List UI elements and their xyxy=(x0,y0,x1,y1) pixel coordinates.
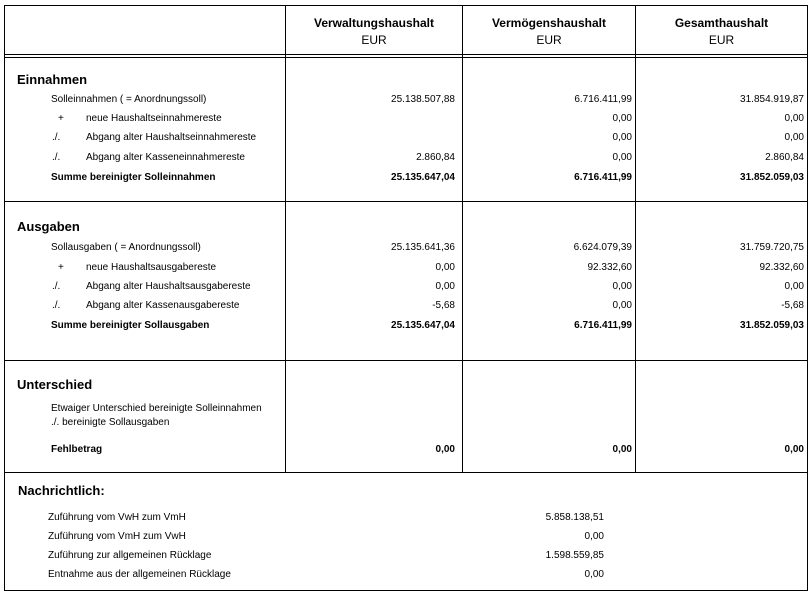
header-divider xyxy=(4,54,808,55)
row-label: Abgang alter Haushaltsausgabereste xyxy=(86,281,251,292)
memo-label: Zuführung vom VwH zum VmH xyxy=(48,512,186,523)
value-vermoegenshaushalt: 0,00 xyxy=(612,152,632,163)
section-title-einnahmen: Einnahmen xyxy=(17,72,88,87)
value-gesamthaushalt: -5,68 xyxy=(781,300,804,311)
row-prefix: ./. xyxy=(52,152,61,163)
value-vermoegenshaushalt: 6.716.411,99 xyxy=(574,94,632,105)
budget-statement-table xyxy=(4,5,808,591)
column-unit-vermoegenshaushalt: EUR xyxy=(536,33,562,47)
row-prefix: ./. xyxy=(52,132,61,143)
section-divider-unterschied xyxy=(4,472,808,473)
value-gesamthaushalt: 31.759.720,75 xyxy=(740,242,804,253)
row-label: Sollausgaben ( = Anordnungssoll) xyxy=(51,242,201,253)
section-title-nachrichtlich: Nachrichtlich: xyxy=(18,483,105,498)
memo-value: 0,00 xyxy=(584,531,604,542)
value-verwaltungshaushalt: 25.135.641,36 xyxy=(391,242,455,253)
section-title-unterschied: Unterschied xyxy=(17,377,93,392)
value-verwaltungshaushalt: 2.860,84 xyxy=(416,152,455,163)
value-verwaltungshaushalt: 0,00 xyxy=(435,281,455,292)
column-header-verwaltungshaushalt: Verwaltungshaushalt xyxy=(313,16,435,30)
sum-gesamthaushalt: 31.852.059,03 xyxy=(740,320,804,331)
value-gesamthaushalt: 31.854.919,87 xyxy=(740,94,804,105)
row-label: neue Haushaltseinnahmereste xyxy=(86,113,222,124)
column-divider-2 xyxy=(462,5,463,472)
sum-label: Summe bereinigter Sollausgaben xyxy=(51,320,210,331)
sum-label: Summe bereinigter Solleinnahmen xyxy=(51,172,216,183)
column-unit-gesamthaushalt: EUR xyxy=(708,33,735,47)
value-gesamthaushalt: 92.332,60 xyxy=(759,262,804,273)
value-vermoegenshaushalt: 0,00 xyxy=(612,281,632,292)
column-divider-1 xyxy=(285,5,286,472)
fehlbetrag-gesamthaushalt: 0,00 xyxy=(784,444,804,455)
fehlbetrag-vermoegenshaushalt: 0,00 xyxy=(612,444,632,455)
row-label: Abgang alter Kasseneinnahmereste xyxy=(86,152,245,163)
sum-vermoegenshaushalt: 6.716.411,99 xyxy=(574,320,632,331)
value-vermoegenshaushalt: 0,00 xyxy=(612,113,632,124)
value-verwaltungshaushalt: 0,00 xyxy=(435,262,455,273)
memo-value: 1.598.559,85 xyxy=(545,550,604,561)
difference-description-line2: ./. bereinigte Sollausgaben xyxy=(51,417,170,428)
frame-top xyxy=(4,5,808,6)
frame-left xyxy=(4,5,5,591)
difference-description-line1: Etwaiger Unterschied bereinigte Solleinnahmen xyxy=(51,403,262,414)
sum-vermoegenshaushalt: 6.716.411,99 xyxy=(574,172,632,183)
row-prefix: ./. xyxy=(52,281,61,292)
row-label: Solleinnahmen ( = Anordnungssoll) xyxy=(51,94,207,105)
memo-label: Zuführung vom VmH zum VwH xyxy=(48,531,186,542)
memo-label: Entnahme aus der allgemeinen Rücklage xyxy=(48,569,231,580)
value-gesamthaushalt: 0,00 xyxy=(784,113,804,124)
sum-verwaltungshaushalt: 25.135.647,04 xyxy=(391,172,455,183)
memo-value: 5.858.138,51 xyxy=(545,512,604,523)
row-label: neue Haushaltsausgabereste xyxy=(86,262,217,273)
section-title-ausgaben: Ausgaben xyxy=(17,219,80,234)
fehlbetrag-verwaltungshaushalt: 0,00 xyxy=(435,444,455,455)
value-vermoegenshaushalt: 92.332,60 xyxy=(587,262,632,273)
row-prefix: + xyxy=(58,262,64,273)
value-vermoegenshaushalt: 0,00 xyxy=(612,300,632,311)
value-gesamthaushalt: 0,00 xyxy=(784,281,804,292)
section-divider-ausgaben xyxy=(4,360,808,361)
row-label: Abgang alter Kassenausgabereste xyxy=(86,300,240,311)
row-label: Abgang alter Haushaltseinnahmereste xyxy=(86,132,257,143)
value-vermoegenshaushalt: 6.624.079,39 xyxy=(573,242,632,253)
fehlbetrag-label: Fehlbetrag xyxy=(51,444,103,455)
memo-value: 0,00 xyxy=(584,569,604,580)
column-unit-verwaltungshaushalt: EUR xyxy=(361,33,387,47)
header-divider-second xyxy=(4,57,808,58)
column-header-vermoegenshaushalt: Vermögenshaushalt xyxy=(491,16,607,30)
row-prefix: + xyxy=(58,113,64,124)
column-header-gesamthaushalt: Gesamthaushalt xyxy=(674,16,769,30)
sum-verwaltungshaushalt: 25.135.647,04 xyxy=(391,320,455,331)
frame-right xyxy=(807,5,808,591)
column-divider-3 xyxy=(635,5,636,472)
row-prefix: ./. xyxy=(52,300,61,311)
value-verwaltungshaushalt: 25.138.507,88 xyxy=(391,94,455,105)
value-gesamthaushalt: 0,00 xyxy=(784,132,804,143)
memo-label: Zuführung zur allgemeinen Rücklage xyxy=(48,550,212,561)
value-vermoegenshaushalt: 0,00 xyxy=(612,132,632,143)
value-verwaltungshaushalt: -5,68 xyxy=(432,300,455,311)
frame-bottom xyxy=(4,590,808,591)
value-gesamthaushalt: 2.860,84 xyxy=(765,152,804,163)
sum-gesamthaushalt: 31.852.059,03 xyxy=(740,172,804,183)
section-divider-einnahmen xyxy=(4,201,808,202)
